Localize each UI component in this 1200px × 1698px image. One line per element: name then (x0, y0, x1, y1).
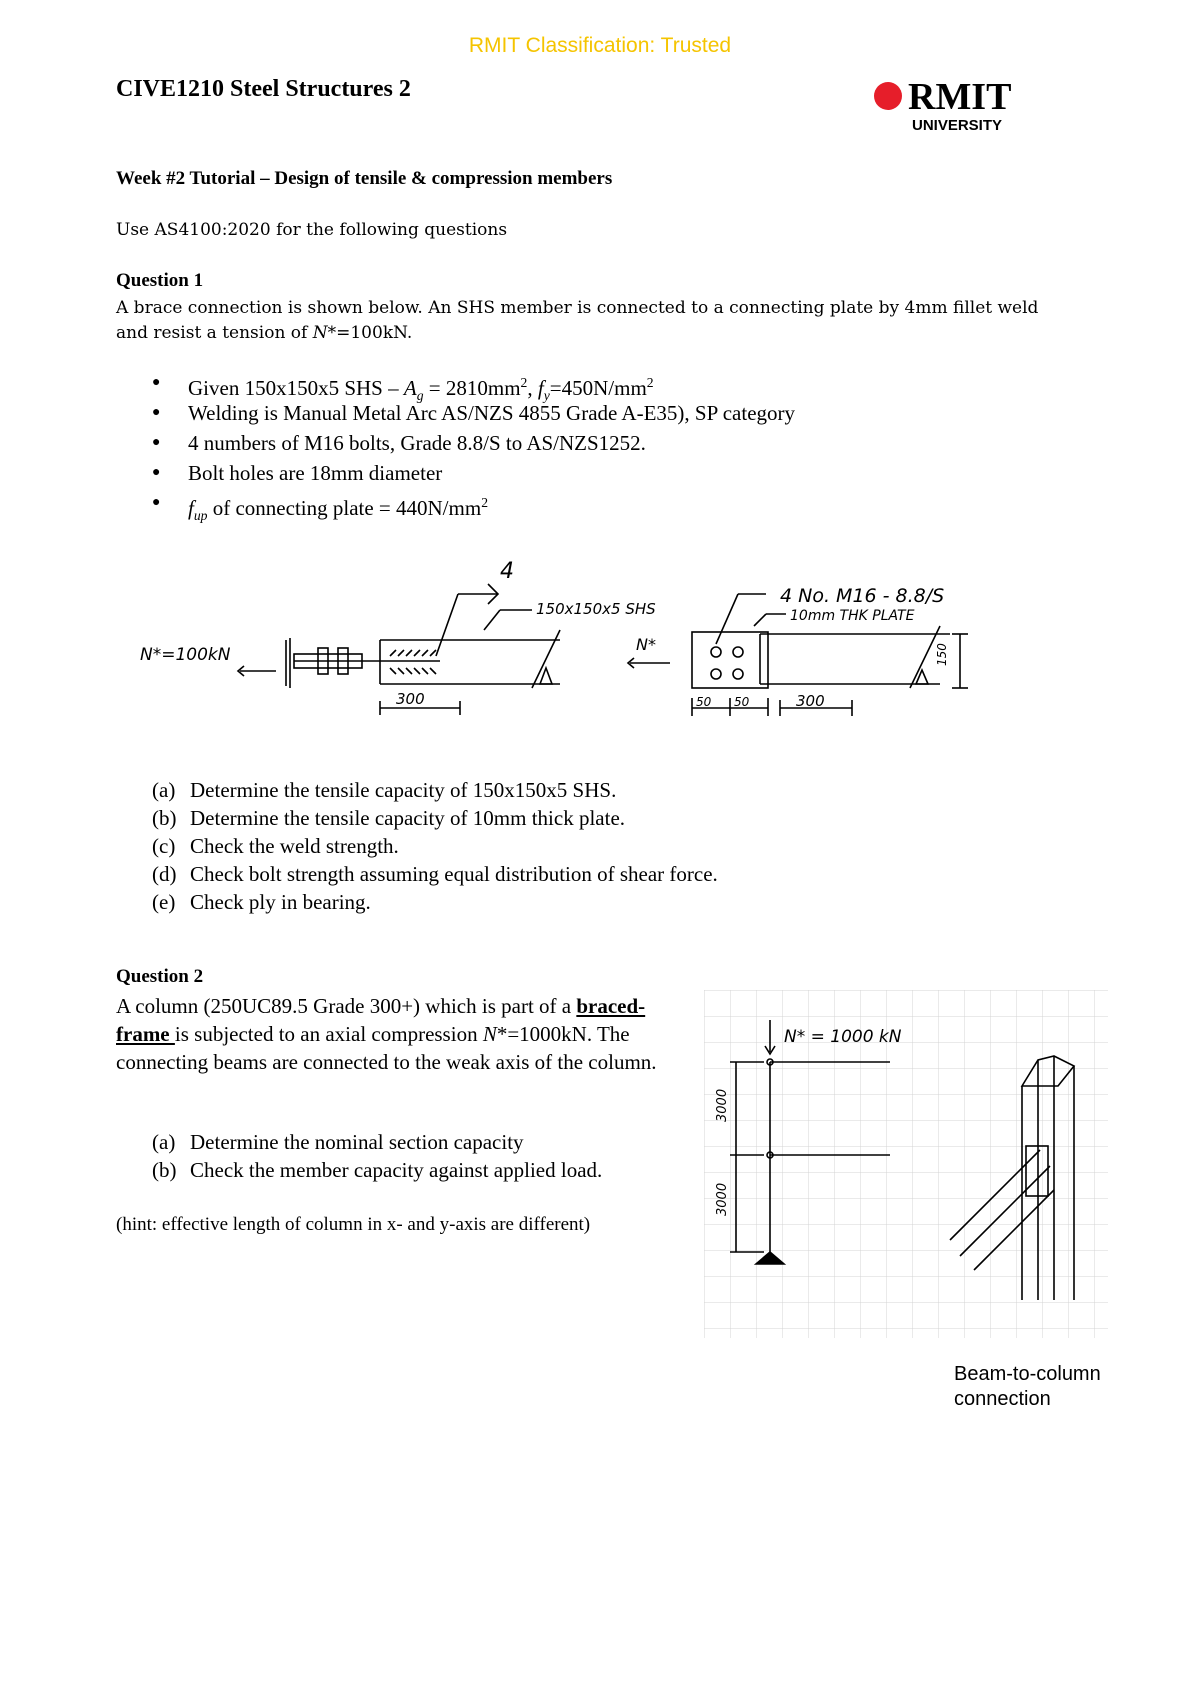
fup-text: of connecting plate = 440N/mm (207, 496, 482, 520)
course-title: CIVE1210 Steel Structures 2 (116, 76, 411, 102)
q1-subquestions (152, 776, 718, 916)
q1a-text: Determine the tensile capacity of 150x150x5 SHS. (190, 778, 617, 802)
q2-text-3: *=1000kN. The connecting beams are connected to the weak axis of the column. (116, 1022, 657, 1074)
fup-sup: 2 (481, 495, 489, 510)
fup-sub: up (193, 508, 208, 524)
ag-sub: g (416, 388, 424, 404)
given-text-3: , (527, 376, 538, 400)
dim-50b: 50 (734, 695, 750, 709)
q1-subquestion (152, 804, 718, 832)
q1e-label: (e) (152, 890, 176, 914)
bullet-weld: ● Welding is Manual Metal Arc AS/NZS 4855 Grade A-E35), SP category (116, 398, 795, 428)
q1-intro-n: N (312, 323, 328, 343)
q1d-text: Check bolt strength assuming equal distribution of shear force. (190, 862, 718, 886)
q2a-text: Determine the nominal section capacity (190, 1130, 524, 1154)
q1-intro (116, 296, 1056, 346)
q1b-label: (b) (152, 806, 177, 830)
bullet-holes: ● Bolt holes are 18mm diameter (116, 458, 795, 488)
logo-mark (874, 82, 902, 110)
q2a-label: (a) (152, 1130, 176, 1154)
n-star-label: N* (636, 635, 656, 654)
logo-wordmark: RMIT (908, 76, 1012, 118)
q1-intro-text: A brace connection is shown below. An SHS member is connected to a connecting plate by 4mm fillet weld and resist a tension of (116, 298, 1039, 343)
rmit-logo (872, 76, 1032, 136)
dim-50a: 50 (696, 695, 712, 709)
dim-300-right: 300 (796, 692, 825, 710)
given-text-4: =450N/mm (549, 376, 647, 400)
q1e-text: Check ply in bearing. (190, 890, 371, 914)
q1b-text: Determine the tensile capacity of 10mm thick plate. (190, 806, 626, 830)
q1d-label: (d) (152, 862, 177, 886)
ag-var: A (403, 376, 417, 400)
q1c-label: (c) (152, 834, 176, 858)
q1-heading: Question 1 (116, 270, 204, 291)
column-load-label: N* = 1000 kN (784, 1027, 902, 1047)
given-sup-2: 2 (646, 375, 654, 390)
q1-subquestion (152, 832, 718, 860)
given-sup-1: 2 (520, 375, 528, 390)
fy-var: f (537, 376, 544, 400)
caption-line-2: connection (954, 1388, 1051, 1410)
dim-150: 150 (935, 643, 949, 666)
brace-connection-figure (140, 548, 1000, 728)
load-label: N*=100kN (140, 645, 231, 665)
q2-hint: (hint: effective length of column in x- and y-axis are different) (116, 1214, 591, 1235)
logo-subtitle: UNIVERSITY (912, 117, 1003, 134)
q2-subquestion (152, 1156, 602, 1184)
dim-300-left: 300 (396, 690, 425, 708)
dim-upper: 3000 (715, 1088, 730, 1122)
fup-var: f (188, 496, 194, 520)
q1a-label: (a) (152, 778, 176, 802)
q1-given-list (116, 368, 796, 524)
classification-banner: RMIT Classification: Trusted (468, 34, 732, 57)
q2b-text: Check the member capacity against applied load. (190, 1158, 603, 1182)
bullet-given (116, 368, 795, 404)
q1-intro-load: *=100kN. (327, 323, 413, 343)
q1-subquestion (152, 860, 718, 888)
q2-text (116, 992, 696, 1076)
column-figure (704, 990, 1108, 1338)
q1c-text: Check the weld strength. (190, 834, 399, 858)
dim-lower: 3000 (715, 1182, 730, 1216)
bullet-fup (116, 488, 795, 524)
bolts-label: 4 No. M16 - 8.8/S (780, 585, 945, 607)
braced-frame-term: braced-frame (116, 994, 646, 1046)
fy-sub: y (543, 388, 550, 404)
given-text-1: Given 150x150x5 SHS – (188, 376, 404, 400)
q2-heading: Question 2 (116, 966, 204, 987)
shs-label: 150x150x5 SHS (536, 600, 656, 618)
bullet-bolts: ● 4 numbers of M16 bolts, Grade 8.8/S to AS/NZS1252. (116, 428, 795, 458)
q1-subquestion (152, 776, 718, 804)
weld-size-label: 4 (500, 559, 514, 584)
plate-label: 10mm THK PLATE (790, 608, 915, 624)
q2-n: N (482, 1022, 497, 1046)
q2-text-2: is subjected to an axial compression (174, 1022, 483, 1046)
q2-text-1: A column (250UC89.5 Grade 300+) which is part of a (116, 994, 577, 1018)
given-text-2: = 2810mm (423, 376, 521, 400)
q2-subquestion (152, 1128, 602, 1156)
standard-note: Use AS4100:2020 for the following questions (116, 220, 508, 240)
q1-subquestion (152, 888, 718, 916)
caption-line-1: Beam-to-column (954, 1363, 1101, 1385)
q2-subquestions (152, 1128, 602, 1184)
week-title: Week #2 Tutorial – Design of tensile & compression members (116, 168, 613, 189)
q2b-label: (b) (152, 1158, 177, 1182)
figure-caption (954, 1362, 1101, 1412)
